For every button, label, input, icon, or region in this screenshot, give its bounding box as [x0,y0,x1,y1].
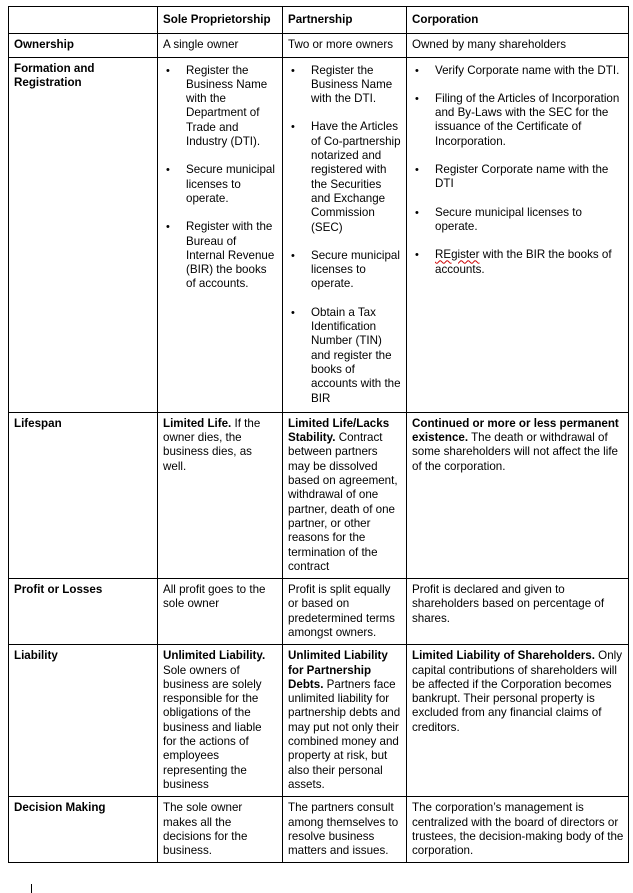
cell-ownership-corporation: Owned by many shareholders [407,34,629,57]
formation-partnership-list [288,64,402,406]
cell-lifespan-sole: Limited Life. If the owner dies, the business dies, as well. [158,412,283,578]
row-label-formation: Formation and Registration [9,57,158,412]
cell-profit-corporation: Profit is declared and given to shareholders based on percentage of shares. [407,579,629,645]
bullet-icon: • [166,64,170,77]
header-partnership: Partnership [283,7,407,34]
list-item: • Secure municipal licenses to operate. [291,248,400,291]
list-item: • Filing of the Articles of Incorporation and By-Laws with the SEC for the issuance of the Certificate of Incorporation. [415,91,620,148]
list-item: • Register the Business Name with the Department of Trade and Industry (DTI). [166,63,268,149]
cell-liability-corporation: Limited Liability of Shareholders. Only capital contributions of shareholders will be affected if the Corporation becomes bankrupt. Their personal property is excluded from any financial claims of creditors. [407,645,629,797]
cell-decision-corporation: The corporation’s management is centralized with the board of directors or trustees, the decision-making body of the corporation. [407,797,629,863]
cell-formation-sole [158,57,283,412]
bullet-icon: • [415,249,419,262]
list-item: • Secure municipal licenses to operate. [415,205,582,233]
cell-formation-corporation [407,57,629,412]
header-sole-proprietorship: Sole Proprietorship [158,7,283,34]
cell-ownership-sole: A single owner [158,34,283,57]
row-liability [9,645,629,797]
spellcheck-word: REgister [435,248,480,262]
row-profit [9,579,629,645]
cell-liability-partnership: Unlimited Liability for Partnership Debts. Partners face unlimited liability for partnership debts and may put not only their combined money and property at risk, but also their personal assets. [283,645,407,797]
bullet-icon: • [291,121,295,134]
bullet-icon: • [415,92,419,105]
cell-profit-sole: All profit goes to the sole owner [158,579,283,645]
list-item: • Register with the Bureau of Internal Revenue (BIR) the books of accounts. [166,220,275,291]
cell-ownership-partnership: Two or more owners [283,34,407,57]
row-label-decision: Decision Making [9,797,158,863]
bullet-icon: • [415,206,419,219]
cell-liability-sole: Unlimited Liability. Sole owners of business are solely responsible for the obligations of the business and liable for the actions of employees representing the business [158,645,283,797]
list-item: • Secure municipal licenses to operate. [166,163,275,205]
list-item: • REgister with the BIR the books of accounts. [415,248,612,276]
row-label-ownership: Ownership [9,34,158,57]
bullet-icon: • [415,164,419,177]
cell-decision-partnership: The partners consult among themselves to resolve business matters and issues. [283,797,407,863]
header-row [9,7,629,34]
cell-formation-partnership [283,57,407,412]
list-item: • Register the Business Name with the DTI. [291,63,393,106]
cell-lifespan-partnership: Limited Life/Lacks Stability. Contract between partners may be dissolved based on agreement, withdrawal of one partner, death of one partner, or other reasons for the termination of the contract [283,412,407,578]
business-comparison-table [8,6,629,863]
list-item: • Obtain a Tax Identification Number (TIN) and register the books of accounts with the BIR [291,305,401,405]
page-margin-mark [31,884,32,893]
header-corporation: Corporation [407,7,629,34]
bullet-icon: • [166,221,170,234]
formation-sole-list [163,64,278,292]
header-empty [9,7,158,34]
row-ownership [9,34,629,57]
bullet-icon: • [291,249,295,262]
row-decision [9,797,629,863]
formation-corporation-list [412,64,624,277]
row-label-liability: Liability [9,645,158,797]
list-item: • Register Corporate name with the DTI [415,163,609,191]
row-formation [9,57,629,412]
bullet-icon: • [291,306,295,319]
row-lifespan [9,412,629,578]
cell-lifespan-corporation: Continued or more or less permanent existence. The death or withdrawal of some shareholders will not affect the life of the corporation. [407,412,629,578]
list-item: • Have the Articles of Co-partnership notarized and registered with the Securities and Exchange Commission (SEC) [291,120,401,234]
row-label-lifespan: Lifespan [9,412,158,578]
bullet-icon: • [291,64,295,77]
list-item: • Verify Corporate name with the DTI. [415,63,620,77]
row-label-profit: Profit or Losses [9,579,158,645]
bullet-icon: • [166,164,170,177]
bullet-icon: • [415,64,419,77]
cell-decision-sole: The sole owner makes all the decisions for the business. [158,797,283,863]
cell-profit-partnership: Profit is split equally or based on predetermined terms amongst owners. [283,579,407,645]
